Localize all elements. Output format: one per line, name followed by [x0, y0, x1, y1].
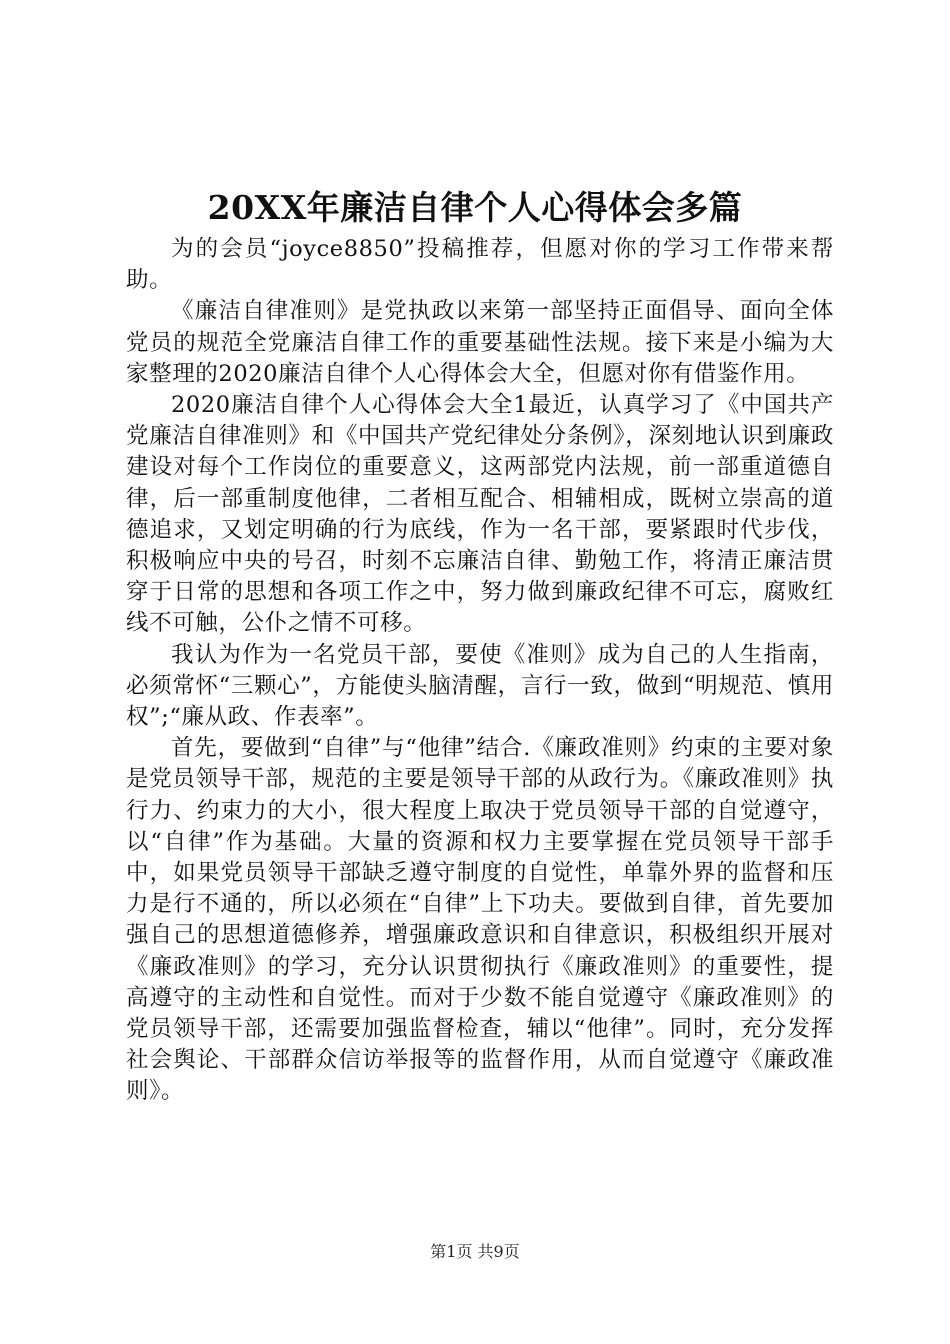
page-number: 第1页 共9页: [430, 1242, 520, 1261]
paragraph-contributor-note: 为的会员“joyce8850”投稿推荐，但愿对你的学习工作带来帮助。: [126, 236, 834, 294]
paragraph-introduction: 《廉洁自律准则》是党执政以来第一部坚持正面倡导、面向全体党员的规范全党廉洁自律工作的重要基础性法规。接下来是小编为大家整理的2020廉洁自律个人心得体会大全，但愿对你有借鉴作用。: [126, 298, 834, 387]
paragraph-self-discipline: 首先，要做到“自律”与“他律”结合.《廉政准则》约束的主要对象是党员领导干部，规范的主要是领导干部的从政行为。《廉政准则》执行力、约束力的大小，很大程度上取决于党员领导干部的自觉遵守，以“自律”作为基础。大量的资源和权力主要掌握在党员领导干部手中，如果党员领导干部缺乏遵守制度的自觉性，单靠外界的监督和压力是行不通的，所以必须在“自律”上下功夫。要做到自律，首先要加强自己的思想道德修养，增强廉政意识和自律意识，积极组织开展对《廉政准则》的学习，充分认识贯彻执行《廉政准则》的重要性，提高遵守的主动性和自觉性。而对于少数不能自觉遵守《廉政准则》的党员领导干部，还需要加强监督检查，辅以“他律”。同时，充分发挥社会舆论、干部群众信访举报等的监督作用，从而自觉遵守《廉政准则》。: [126, 735, 834, 1105]
document-body: [126, 234, 834, 1108]
paragraph-essay-1: 2020廉洁自律个人心得体会大全1最近，认真学习了《中国共产党廉洁自律准则》和《中国共产党纪律处分条例》，深刻地认识到廉政建设对每个工作岗位的重要意义，这两部党内法规，前一部重道德自律，后一部重制度他律，二者相互配合、相辅相成，既树立崇高的道德追求，又划定明确的行为底线，作为一名干部，要紧跟时代步伐，积极响应中央的号召，时刻不忘廉洁自律、勤勉工作，将清正廉洁贯穿于日常的思想和各项工作之中，努力做到廉政纪律不可忘，腐败红线不可触，公仆之情不可移。: [126, 392, 834, 637]
document-title: 20XX年廉洁自律个人心得体会多篇: [207, 188, 743, 227]
paragraph-three-hearts: 我认为作为一名党员干部，要使《准则》成为自己的人生指南，必须常怀“三颗心”，方能使头脑清醒，言行一致，做到“明规范、慎用权”;“廉从政、作表率”。: [126, 641, 834, 731]
